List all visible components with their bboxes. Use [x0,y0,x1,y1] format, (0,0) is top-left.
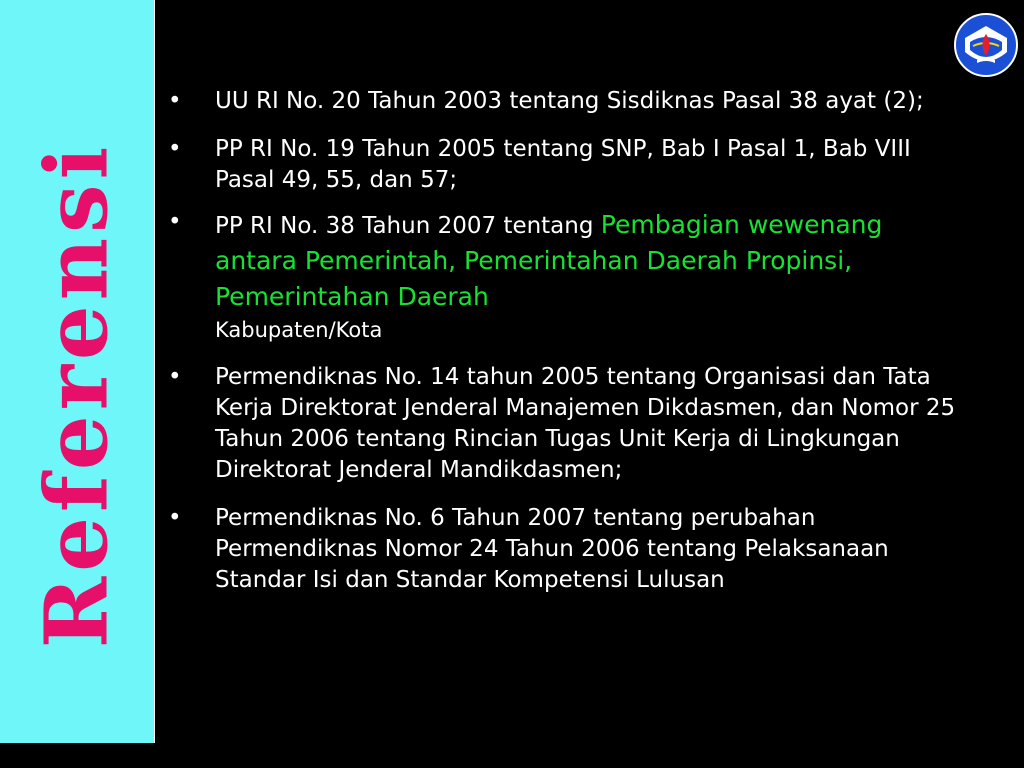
list-item [162,207,962,345]
bullet: • [168,88,182,114]
item-text: Permendiknas No. 6 Tahun 2007 tentang perubahan Permendiknas Nomor 24 Tahun 2006 tentang Pelaksanaan Standar Isi dan Standar Kompetensi Lulusan [215,505,889,593]
highlighted-text: Pembagian wewenang antara Pemerintah, Pemerintahan Daerah Propinsi, Pemerintahan Daerah [215,210,883,311]
sidebar-panel [0,0,155,743]
bullet: • [168,136,182,162]
list-item [162,134,962,196]
bullet: • [168,505,182,531]
bullet: • [168,209,182,235]
ministry-logo-icon [953,12,1019,78]
bullet: • [168,364,182,390]
item-text: UU RI No. 20 Tahun 2003 tentang Sisdiknas Pasal 38 ayat (2); [215,88,924,114]
item-text: PP RI No. 38 Tahun 2007 tentang [215,213,601,239]
list-item [162,503,962,596]
item-text: PP RI No. 19 Tahun 2005 tentang SNP, Bab I Pasal 1, Bab VIII Pasal 49, 55, dan 57; [215,136,911,193]
item-text: Permendiknas No. 14 tahun 2005 tentang Organisasi dan Tata Kerja Direktorat Jenderal Manajemen Dikdasmen, dan Nomor 25 Tahun 2006 tentang Rincian Tugas Unit Kerja di Lingkungan Direktorat Jenderal Mandikdasmen; [215,364,956,483]
item-text-tail: Kabupaten/Kota [215,318,383,342]
list-item [162,362,962,486]
reference-list [162,86,962,613]
vertical-title: Referensi [26,141,128,649]
list-item [162,86,962,117]
